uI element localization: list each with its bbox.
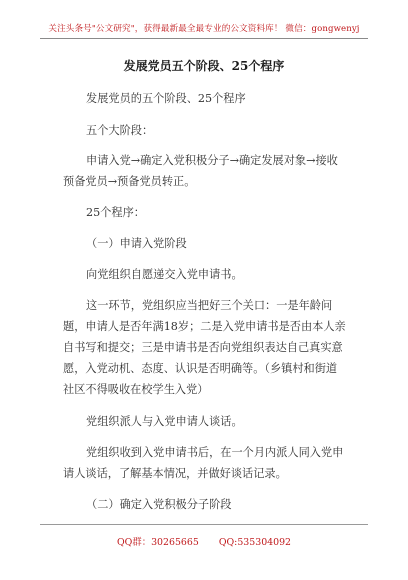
paragraph-conversation-detail: 党组织收到入党申请书后，在一个月内派人同入党申请人谈话，了解基本情况，并做好谈话记录。 [63,446,344,480]
document-title: 发展党员五个阶段、25个程序 [123,59,285,73]
footer-qq-number: QQ:535304092 [218,537,292,548]
paragraph-conversation: 党组织派人与入党申请人谈话。 [86,415,243,428]
paragraph-three-checks: 这一环节，党组织应当把好三个关口：一是年龄问题，申请人是否年满18岁；二是入党申请书是否由本人亲自书写和提交；三是申请书是否向党组织表达自己真实意愿，入党动机、态度、认识是否明确等。（乡镇村和街道社区不得吸收在校学生入党） [63,299,346,396]
header-note: 关注头条号"公文研究"，获得最新最全最专业的公文资料库！ 微信：gongwenyj [48,24,360,34]
paragraph-submit-application: 向党组织自愿递交入党申请书。 [86,268,243,281]
section-heading-apply: （一）申请入党阶段 [86,237,187,250]
footer-contact [0,534,408,548]
section-heading-activist: （二）确定入党积极分子阶段 [86,498,232,511]
footer-qq-group: QQ群：30265665 [116,537,199,548]
paragraph-five-stages-heading: 五个大阶段： [86,124,154,137]
paragraph-25-procedures-heading: 25个程序： [86,206,145,219]
paragraph-subtitle: 发展党员的五个阶段、25个程序 [86,92,246,105]
header-divider [40,38,368,39]
footer-divider [40,524,368,525]
paragraph-five-stages-list: 申请入党→确定入党积极分子→确定发展对象→接收预备党员→预备党员转正。 [63,154,338,188]
